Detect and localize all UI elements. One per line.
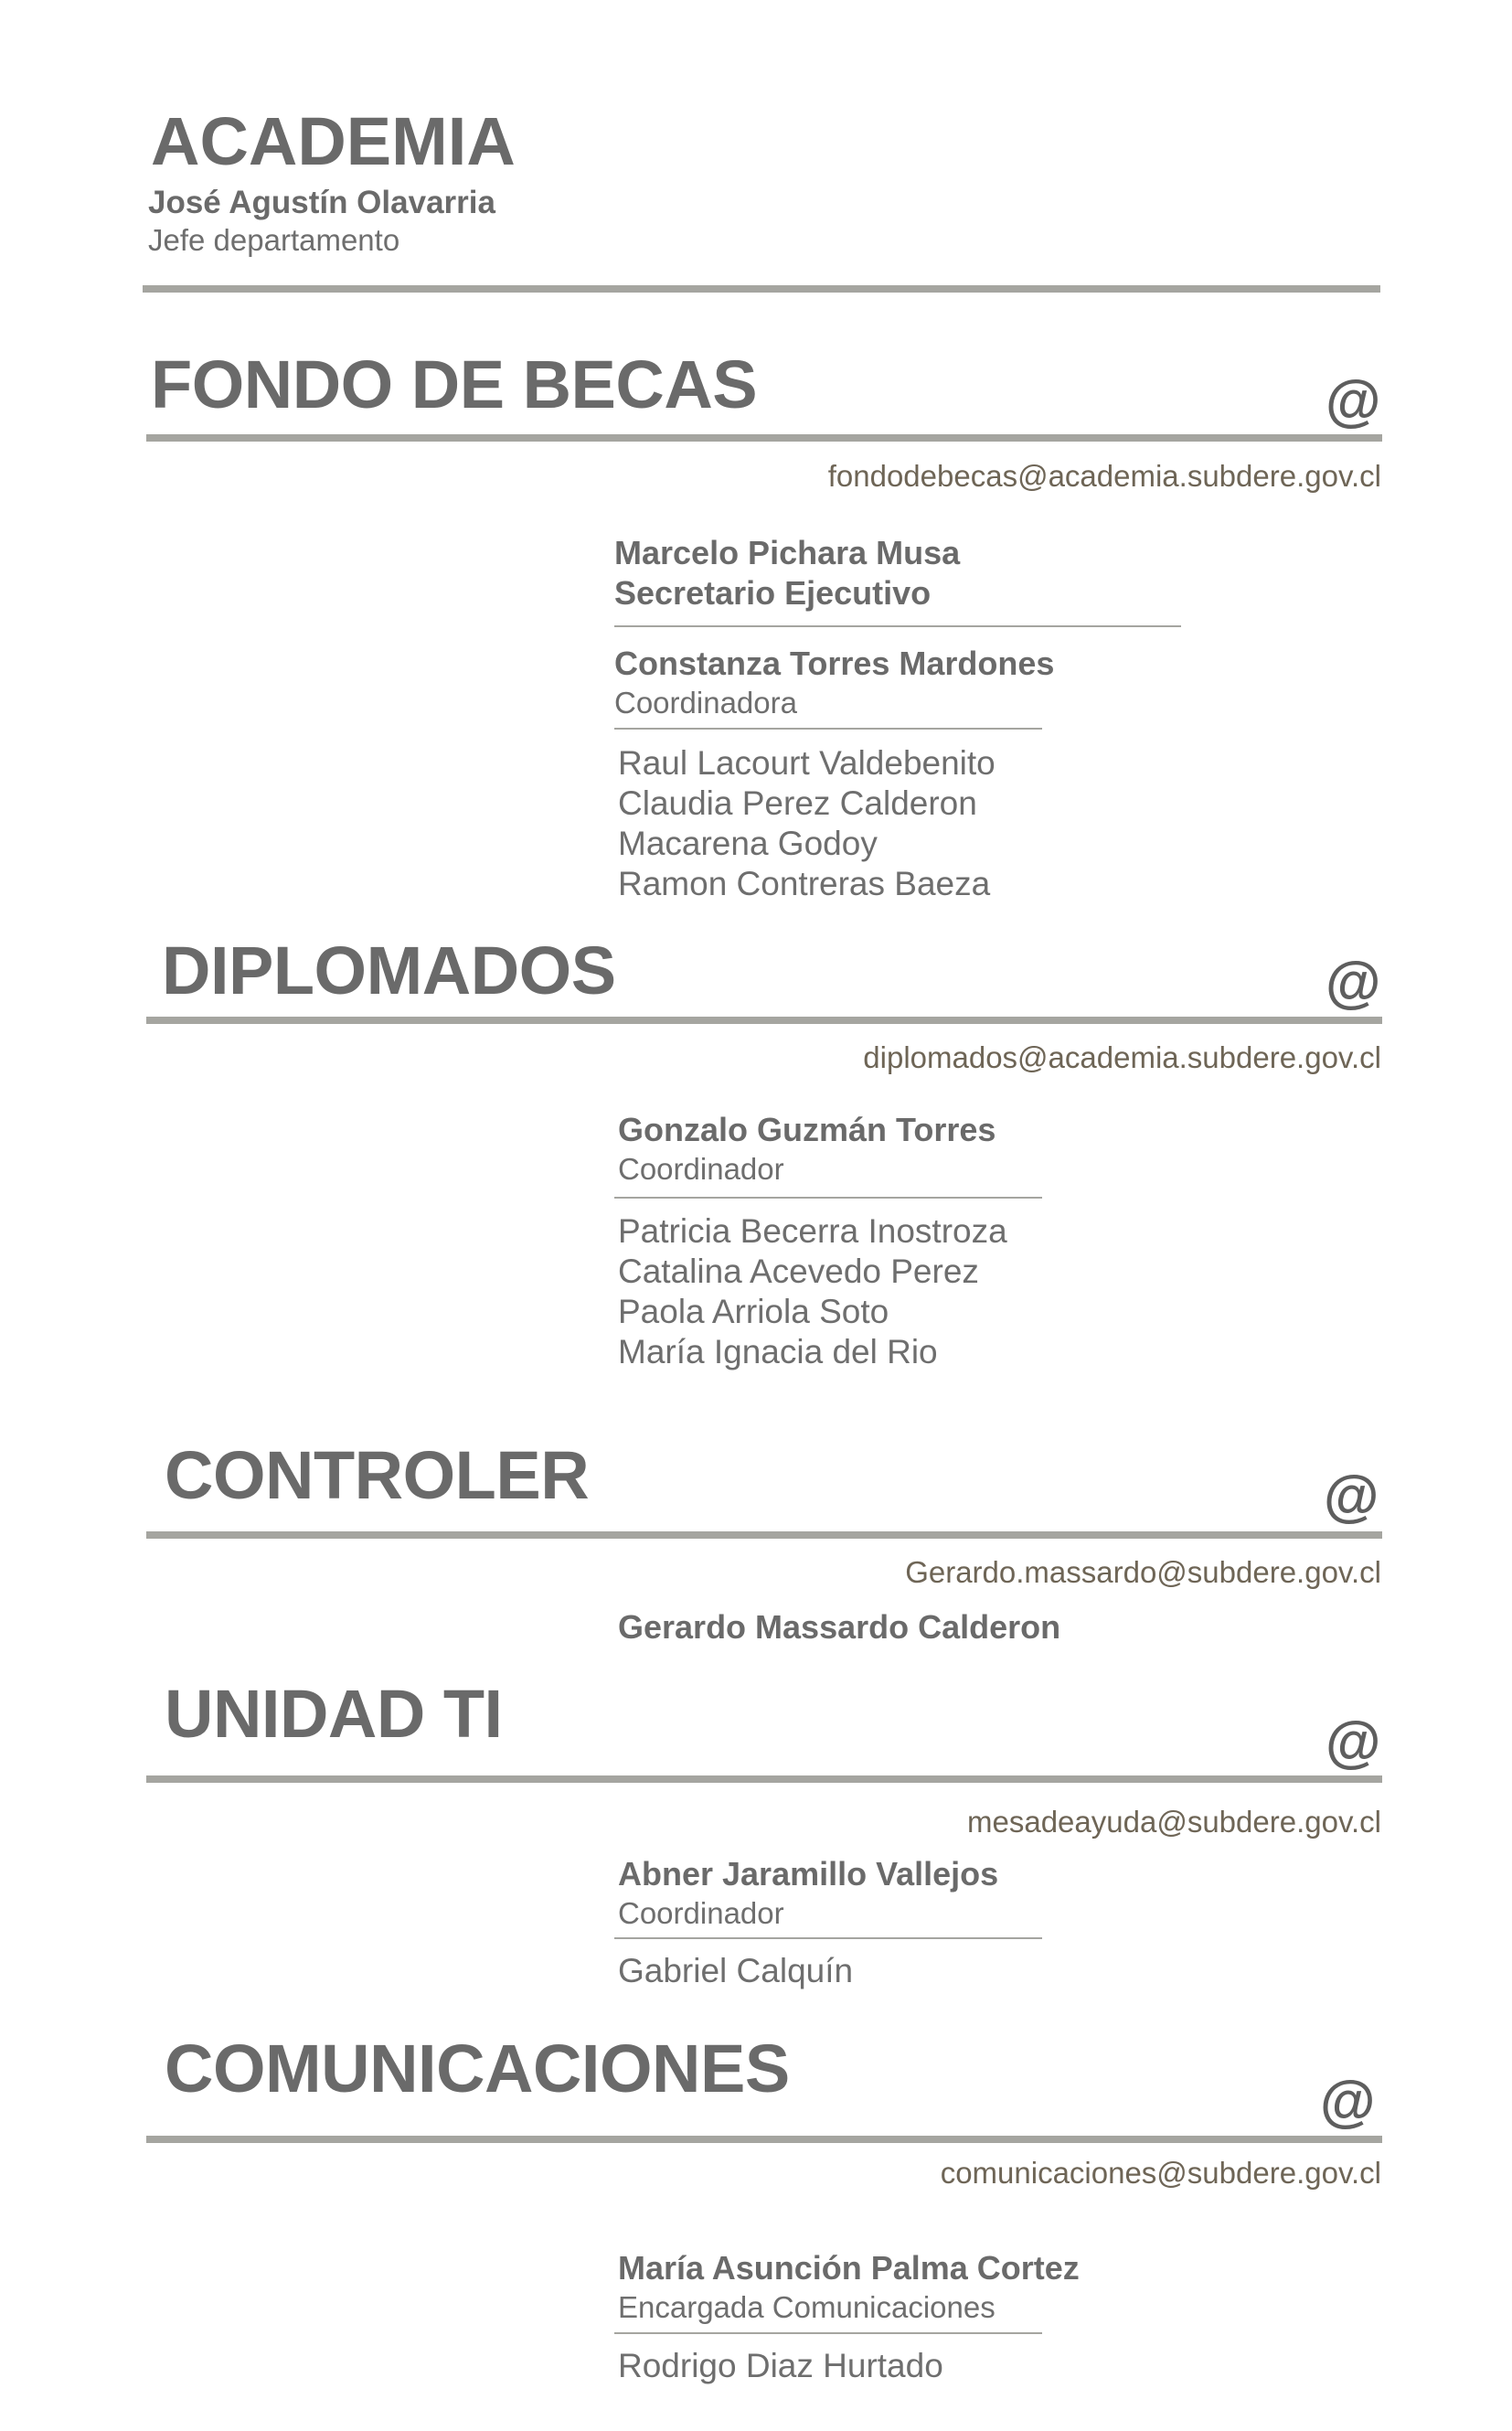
coordinator-role: Coordinador	[618, 1896, 784, 1930]
coordinator-divider	[614, 1937, 1042, 1939]
lead-role: Secretario Ejecutivo	[614, 574, 932, 612]
coordinator-name: Constanza Torres Mardones	[614, 645, 1055, 682]
department-head-role: Jefe departamento	[148, 223, 400, 257]
at-icon: @	[1326, 951, 1381, 1014]
section-title: FONDO DE BECAS	[151, 347, 758, 422]
section-title: CONTROLER	[165, 1437, 590, 1513]
team-member: Ramon Contreras Baeza	[618, 865, 991, 902]
team-member: Claudia Perez Calderon	[618, 784, 977, 822]
section-title: DIPLOMADOS	[162, 933, 616, 1008]
team-member: Macarena Godoy	[618, 825, 878, 862]
section-email[interactable]: diplomados@academia.subdere.gov.cl	[863, 1040, 1381, 1074]
section-divider	[146, 1017, 1382, 1024]
coordinator-name: Abner Jaramillo Vallejos	[618, 1855, 999, 1893]
at-icon: @	[1324, 1465, 1379, 1528]
coordinator-name: Gonzalo Guzmán Torres	[618, 1111, 996, 1148]
lead-divider	[614, 625, 1181, 627]
team-member: Patricia Becerra Inostroza	[618, 1212, 1007, 1250]
section-title: UNIDAD TI	[165, 1676, 503, 1752]
department-head-name: José Agustín Olavarria	[148, 185, 495, 220]
section-email[interactable]: fondodebecas@academia.subdere.gov.cl	[827, 459, 1381, 493]
team-member: María Ignacia del Rio	[618, 1333, 938, 1370]
section-email[interactable]: comunicaciones@subdere.gov.cl	[940, 2156, 1381, 2190]
header-divider	[143, 285, 1380, 293]
section-title: COMUNICACIONES	[165, 2031, 790, 2106]
section-email[interactable]: Gerardo.massardo@subdere.gov.cl	[905, 1555, 1381, 1589]
section-divider	[146, 2136, 1382, 2143]
team-member: Rodrigo Diaz Hurtado	[618, 2347, 943, 2384]
section-divider	[146, 1775, 1382, 1783]
manager-role: Encargada Comunicaciones	[618, 2290, 996, 2324]
at-icon: @	[1320, 2070, 1376, 2133]
manager-divider	[614, 2332, 1042, 2334]
page-title: ACADEMIA	[151, 103, 516, 179]
coordinator-role: Coordinadora	[614, 686, 797, 720]
coordinator-divider	[614, 1197, 1042, 1199]
at-icon: @	[1326, 369, 1381, 432]
at-icon: @	[1326, 1711, 1381, 1774]
coordinator-divider	[614, 728, 1042, 730]
team-member: Gabriel Calquín	[618, 1952, 854, 1989]
section-divider	[146, 434, 1382, 442]
lead-name: Marcelo Pichara Musa	[614, 534, 961, 571]
section-divider	[146, 1531, 1382, 1539]
team-member: Catalina Acevedo Perez	[618, 1253, 979, 1290]
controller-name: Gerardo Massardo Calderon	[618, 1608, 1061, 1646]
section-email[interactable]: mesadeayuda@subdere.gov.cl	[967, 1805, 1381, 1839]
team-member: Paola Arriola Soto	[618, 1293, 889, 1330]
coordinator-role: Coordinador	[618, 1152, 784, 1186]
manager-name: María Asunción Palma Cortez	[618, 2249, 1080, 2287]
team-member: Raul Lacourt Valdebenito	[618, 744, 996, 782]
